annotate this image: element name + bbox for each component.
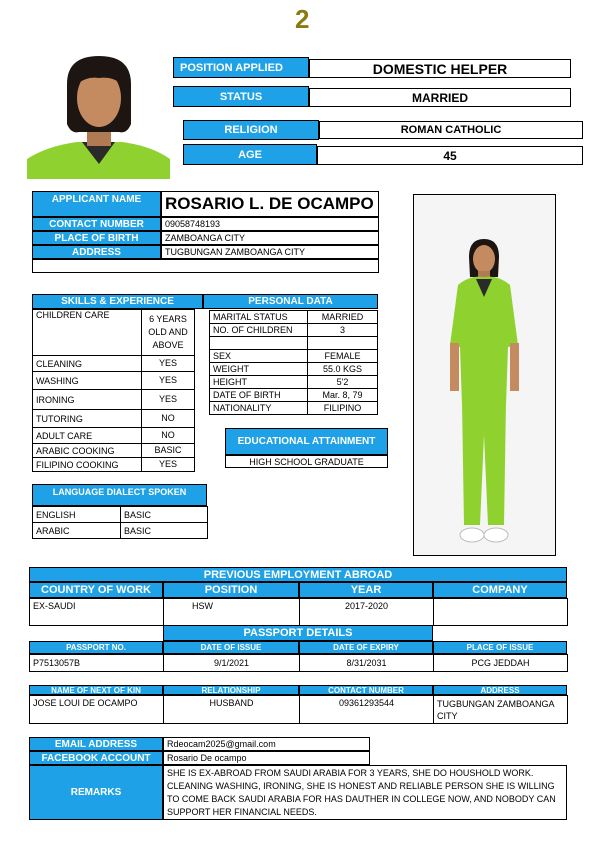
contact-number-value: 09058748193 (161, 217, 379, 231)
language-name: ENGLISH (33, 507, 121, 523)
personal-row (210, 324, 378, 337)
place-of-birth-value: ZAMBOANGA CITY (161, 231, 379, 245)
personal-label: DATE OF BIRTH (210, 389, 308, 402)
personal-row (210, 363, 378, 376)
personal-value: 55.0 KGS (308, 363, 378, 376)
personal-label: SEX (210, 350, 308, 363)
personal-row (210, 402, 378, 415)
passport-number: P7513057B (30, 655, 164, 672)
personal-label: WEIGHT (210, 363, 308, 376)
skill-value: YES (142, 390, 195, 410)
skill-name: ARABIC COOKING (33, 444, 142, 458)
skill-row (33, 428, 195, 444)
language-level: BASIC (121, 507, 208, 523)
skill-value: YES (142, 356, 195, 372)
address-value: TUGBUNGAN ZAMBOANGA CITY (161, 245, 379, 259)
skill-value: BASIC (142, 444, 195, 458)
skill-name: WASHING (33, 372, 142, 390)
applicant-name-label: APPLICANT NAME (32, 191, 161, 217)
employment-country: EX-SAUDI (30, 599, 164, 626)
personal-value: MARRIED (308, 311, 378, 324)
kin-row (29, 695, 568, 724)
employment-rows (29, 598, 568, 626)
employment-row (30, 599, 568, 626)
kin-relationship: HUSBAND (164, 696, 300, 724)
employment-year: 2017-2020 (300, 599, 434, 626)
personal-label: NO. OF CHILDREN (210, 324, 308, 337)
address-label: ADDRESS (32, 245, 161, 259)
personal-data-header: PERSONAL DATA (203, 294, 378, 309)
column-header: PASSPORT NO. (29, 641, 163, 654)
column-header: PLACE OF ISSUE (433, 641, 567, 654)
passport-place-of-issue: PCG JEDDAH (434, 655, 568, 672)
language-row (33, 523, 208, 539)
personal-row (210, 376, 378, 389)
skills-header: SKILLS & EXPERIENCE (32, 294, 203, 309)
contact-number-label: CONTACT NUMBER (32, 217, 161, 231)
passport-row (29, 654, 568, 672)
employment-company (434, 599, 568, 626)
column-header: COMPANY (433, 582, 567, 598)
position-applied-label: POSITION APPLIED (173, 57, 309, 78)
applicant-name-value: ROSARIO L. DE OCAMPO (161, 191, 379, 217)
personal-label: MARITAL STATUS (210, 311, 308, 324)
personal-value: 5'2 (308, 376, 378, 389)
skill-row (33, 390, 195, 410)
language-row (33, 507, 208, 523)
skill-name: IRONING (33, 390, 142, 410)
language-header: LANGUAGE DIALECT SPOKEN (32, 484, 207, 506)
employment-header: PREVIOUS EMPLOYMENT ABROAD (29, 567, 567, 582)
personal-label: NATIONALITY (210, 402, 308, 415)
kin-address: TUGBUNGAN ZAMBOANGA CITY (434, 696, 568, 724)
skill-value: 6 YEARS OLD AND ABOVE (142, 310, 195, 356)
page-number: 2 (295, 4, 310, 34)
language-name: ARABIC (33, 523, 121, 539)
kin-contact-number: 09361293544 (300, 696, 434, 724)
passport-issue-date: 9/1/2021 (164, 655, 300, 672)
language-level: BASIC (121, 523, 208, 539)
personal-value: Mar. 8, 79 (308, 389, 378, 402)
age-value: 45 (317, 146, 583, 165)
language-table (32, 506, 208, 539)
skill-row (33, 372, 195, 390)
column-header: POSITION (163, 582, 299, 598)
personal-blank-cell (210, 337, 308, 350)
column-header: YEAR (299, 582, 433, 598)
personal-table (209, 310, 378, 415)
personal-value: 3 (308, 324, 378, 337)
address-extra-row (32, 259, 379, 273)
skill-name: CHILDREN CARE (33, 310, 142, 356)
email-label: EMAIL ADDRESS (29, 737, 163, 751)
place-of-birth-label: PLACE OF BIRTH (32, 231, 161, 245)
personal-row (210, 350, 378, 363)
column-header: ADDRESS (433, 685, 567, 695)
education-value: HIGH SCHOOL GRADUATE (225, 455, 388, 468)
column-header: COUNTRY OF WORK (29, 582, 163, 598)
skill-name: ADULT CARE (33, 428, 142, 444)
remarks-value: SHE IS EX-ABROAD FROM SAUDI ARABIA FOR 3 YEARS, SHE DO HOUSHOLD WORK. CLEANING WASHING, IRONING, SHE IS HONEST AND RELIABLE PERSON SHE IS WILLING TO COME BACK SAUDI ARABIA FOR HAS DAUTHER IN COLLEGE NOW, AND NOBODY CAN SUPPORT HER FINANCIAL NEEDS. (163, 765, 567, 820)
column-header: DATE OF EXPIRY (299, 641, 433, 654)
status-value: MARRIED (309, 88, 571, 107)
skills-table (32, 309, 195, 472)
skill-value: NO (142, 428, 195, 444)
column-header: NAME OF NEXT OF KIN (29, 685, 163, 695)
skill-name: CLEANING (33, 356, 142, 372)
education-header: EDUCATIONAL ATTAINMENT (225, 428, 388, 455)
personal-row (210, 311, 378, 324)
skill-value: YES (142, 458, 195, 472)
kin-name: JOSE LOUI DE OCAMPO (30, 696, 164, 724)
skill-value: YES (142, 372, 195, 390)
age-label: AGE (183, 144, 317, 165)
email-value: Rdeocam2025@gmail.com (163, 737, 370, 751)
column-header: DATE OF ISSUE (163, 641, 299, 654)
skill-row (33, 458, 195, 472)
skill-row (33, 356, 195, 372)
facebook-label: FACEBOOK ACCOUNT (29, 751, 163, 765)
applicant-headshot (27, 54, 170, 179)
facebook-value: Rosario De ocampo (163, 751, 370, 765)
passport-expiry-date: 8/31/2031 (300, 655, 434, 672)
column-header: CONTACT NUMBER (299, 685, 433, 695)
column-header: RELATIONSHIP (163, 685, 299, 695)
skill-row (33, 444, 195, 458)
position-applied-value: DOMESTIC HELPER (309, 59, 571, 78)
religion-value: ROMAN CATHOLIC (319, 121, 583, 139)
personal-value: FILIPINO (308, 402, 378, 415)
employment-position: HSW (164, 599, 300, 626)
passport-header: PASSPORT DETAILS (163, 625, 433, 641)
personal-value: FEMALE (308, 350, 378, 363)
religion-label: RELIGION (183, 120, 319, 140)
skill-value: NO (142, 410, 195, 428)
personal-row (210, 389, 378, 402)
personal-label: HEIGHT (210, 376, 308, 389)
skill-row (33, 310, 195, 356)
status-label: STATUS (173, 86, 309, 107)
skill-name: FILIPINO COOKING (33, 458, 142, 472)
personal-row (210, 337, 378, 350)
remarks-label: REMARKS (29, 765, 163, 820)
applicant-full-body-photo (413, 194, 556, 556)
personal-blank-cell (308, 337, 378, 350)
skill-row (33, 410, 195, 428)
skill-name: TUTORING (33, 410, 142, 428)
